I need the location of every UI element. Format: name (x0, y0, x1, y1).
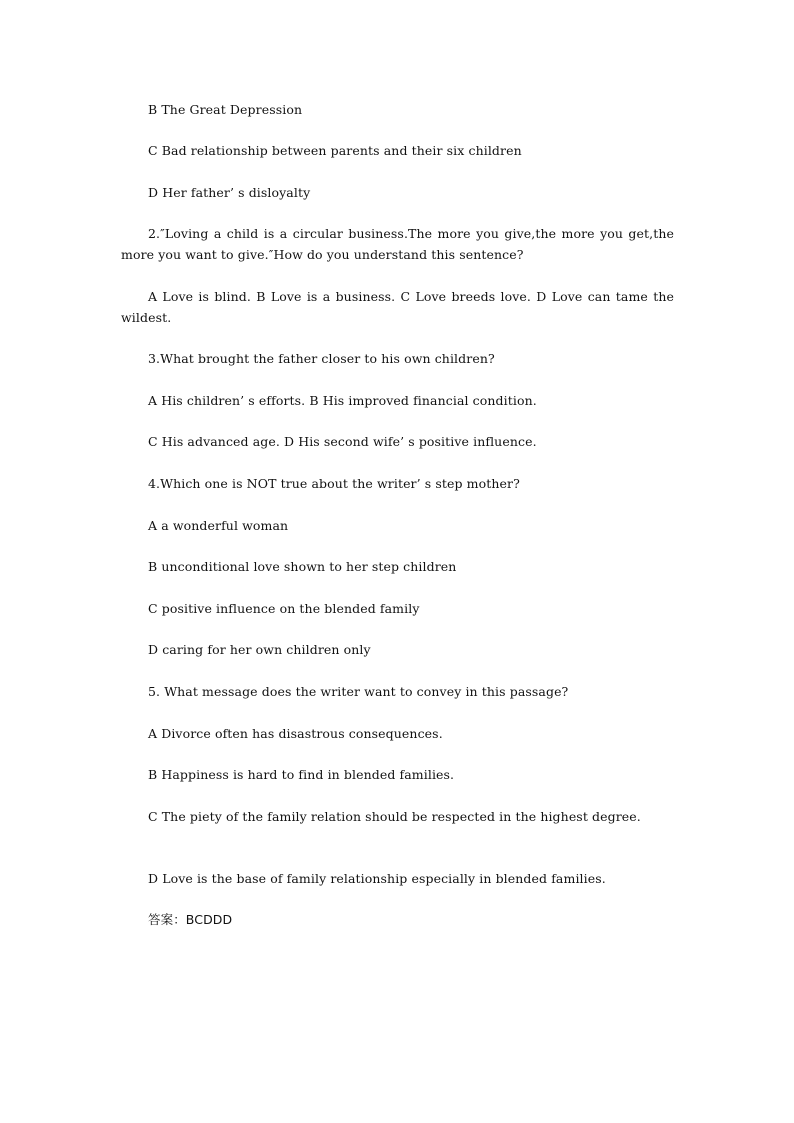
option-5c: C The piety of the family relation should be respected in the highest degree. (148, 809, 641, 824)
option-1c: C Bad relationship between parents and their six children (148, 143, 522, 158)
option-1b: B The Great Depression (148, 102, 303, 117)
question-5: 5. What message does the writer want to convey in this passage? (148, 684, 569, 699)
options-3-cd: C His advanced age. D His second wife’ s positive influence. (148, 434, 537, 449)
option-1d: D Her father’ s disloyalty (148, 185, 311, 200)
option-4c: C positive influence on the blended family (148, 601, 420, 616)
option-5b: B Happiness is hard to find in blended families. (148, 767, 455, 782)
option-4d: D caring for her own children only (148, 642, 371, 657)
question-2: 2.″Loving a child is a circular business.The more you give,the more you get,the more you want to give.″How do you understand this sentence? (121, 226, 674, 262)
option-5d: D Love is the base of family relationship especially in blended families. (148, 871, 606, 886)
options-3-ab: A His children’ s efforts. B His improved financial condition. (148, 393, 537, 408)
option-4b: B unconditional love shown to her step children (148, 559, 457, 574)
answer-key: 答案：BCDDD (148, 912, 233, 927)
option-5a: A Divorce often has disastrous consequences. (148, 726, 443, 741)
question-4: 4.Which one is NOT true about the writer’ s step mother? (148, 476, 520, 491)
options-2: A Love is blind. B Love is a business. C Love breeds love. D Love can tame the wildest. (121, 289, 674, 325)
option-4a: A a wonderful woman (148, 518, 289, 533)
question-3: 3.What brought the father closer to his own children? (148, 351, 495, 366)
